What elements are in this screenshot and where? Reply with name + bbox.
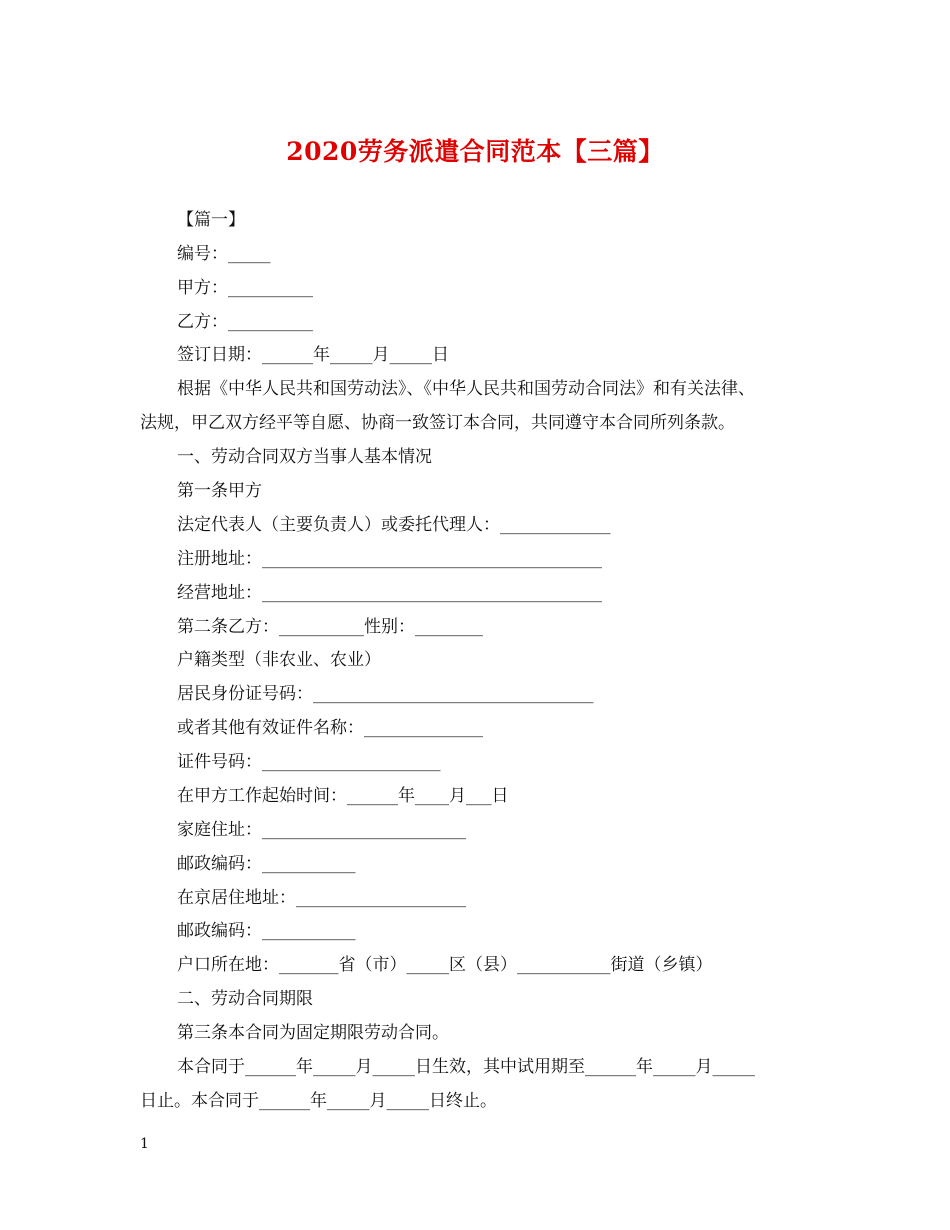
field-id-number: 居民身份证号码：_________________________________: [177, 684, 594, 704]
field-number: 编号：_____: [177, 244, 271, 264]
field-household-type: 户籍类型（非农业、农业）: [177, 650, 381, 670]
field-registered-address: 注册地址：________________________________________: [177, 549, 602, 569]
field-postal-code: 邮政编码：___________: [177, 854, 356, 874]
preamble-line-2: 法规，甲乙双方经平等自愿、协商一致签订本合同，共同遵守本合同所列条款。: [140, 413, 735, 433]
page-number: 1: [140, 1136, 149, 1152]
field-certificate-number: 证件号码：_____________________: [177, 752, 441, 772]
field-business-address: 经营地址：________________________________________: [177, 583, 602, 603]
preamble-line-1: 根据《中华人民共和国劳动法》、《中华人民共和国劳动合同法》和有关法律、: [177, 379, 755, 399]
article-2-party-b-gender: 第二条乙方：__________性别：________: [177, 617, 483, 637]
field-legal-representative: 法定代表人（主要负责人）或委托代理人：_____________: [177, 515, 611, 535]
field-other-certificate: 或者其他有效证件名称：______________: [177, 718, 483, 738]
article-3: 第三条本合同为固定期限劳动合同。: [177, 1023, 449, 1043]
article-1-heading: 第一条甲方: [177, 481, 262, 501]
section-heading-part-one: 【篇一】: [177, 210, 245, 230]
field-postal-code-2: 邮政编码：___________: [177, 921, 356, 941]
document-title: 2020劳务派遣合同范本【三篇】: [286, 137, 664, 166]
field-sign-date: 签订日期：______年_____月_____日: [177, 345, 449, 365]
field-start-date: 在甲方工作起始时间：______年____月___日: [177, 786, 509, 806]
field-beijing-address: 在京居住地址：____________________: [177, 888, 466, 908]
field-household-registration: 户口所在地：_______省（市）_____区（县）___________街道（乡镇）: [177, 955, 713, 975]
section-heading-parties: 一、劳动合同双方当事人基本情况: [177, 447, 432, 467]
field-party-b: 乙方：__________: [177, 312, 313, 332]
contract-effective-line-1: 本合同于______年_____月_____日生效，其中试用期至______年_____月_____: [177, 1057, 755, 1077]
contract-effective-line-2: 日止。本合同于______年_____月_____日终止。: [140, 1091, 497, 1111]
field-party-a: 甲方：__________: [177, 278, 313, 298]
section-heading-contract-term: 二、劳动合同期限: [177, 989, 313, 1009]
field-home-address: 家庭住址：________________________: [177, 820, 466, 840]
